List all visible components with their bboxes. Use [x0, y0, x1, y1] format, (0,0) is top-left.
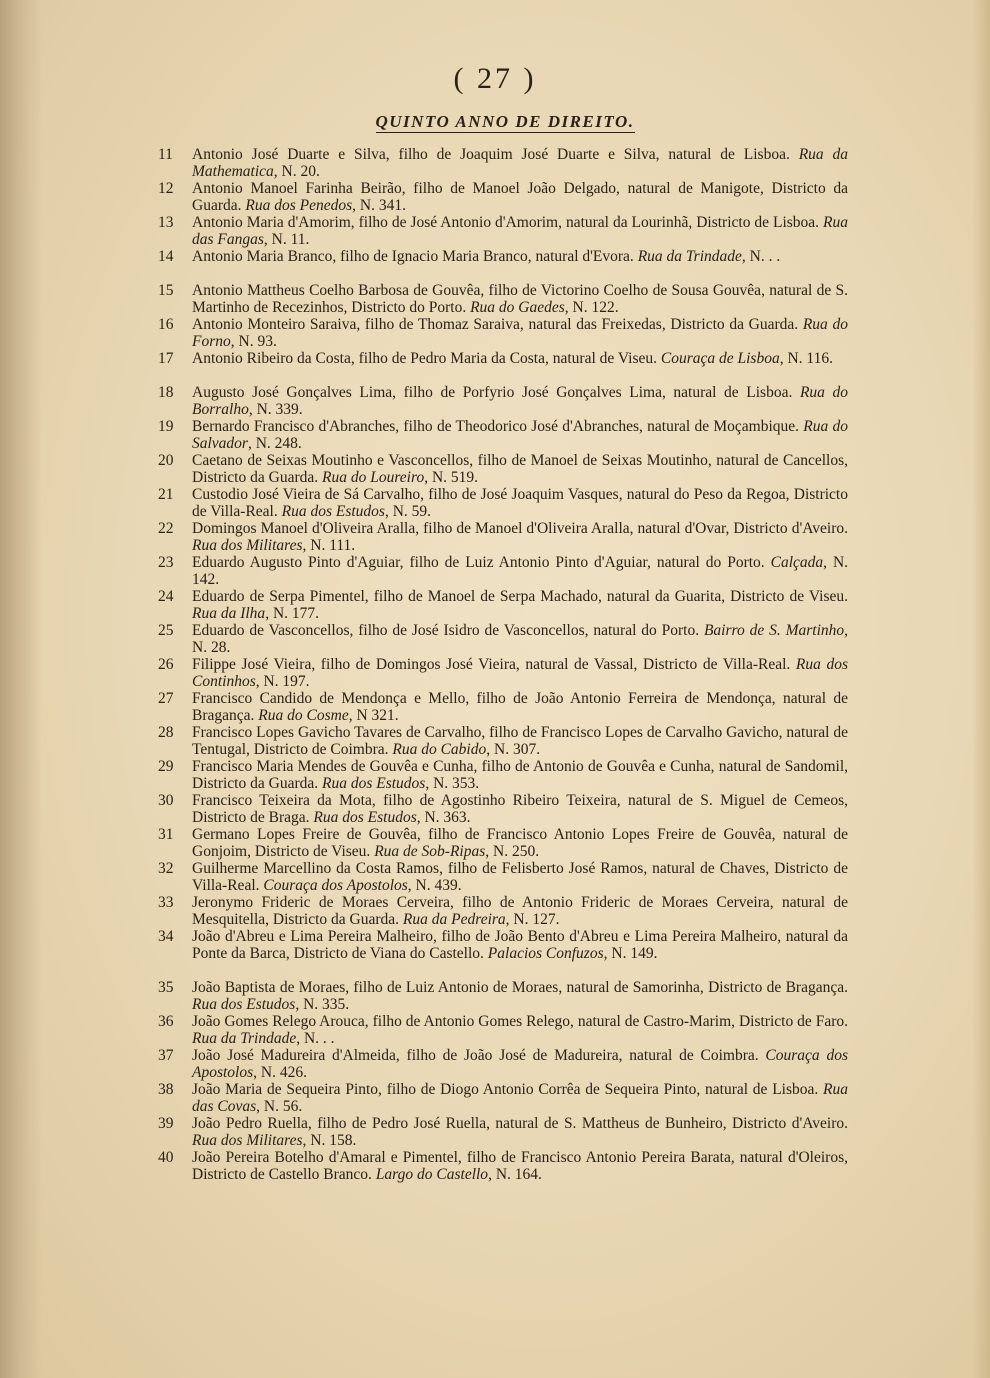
entry-street: Rua dos Estudos — [322, 775, 426, 792]
entry-number: 37 — [158, 1047, 174, 1064]
entry-number: 27 — [158, 690, 174, 707]
entry-street: Rua do Borralho — [192, 384, 848, 418]
list-item — [158, 520, 848, 554]
entry-text — [192, 724, 848, 758]
entry-text — [192, 928, 848, 962]
entry-text — [192, 792, 848, 826]
entry-street: Rua do Gaedes — [470, 299, 565, 316]
list-item — [158, 860, 848, 894]
entry-number: 21 — [158, 486, 174, 503]
entry-number: 22 — [158, 520, 174, 537]
entry-house-number: , N. 28. — [192, 622, 848, 656]
list-item — [158, 350, 848, 384]
entry-number: 28 — [158, 724, 174, 741]
entry-number: 25 — [158, 622, 174, 639]
entry-description: Francisco Lopes Gavicho Tavares de Carvalho, filho de Francisco Lopes de Carvalho Gavicho, natural de Tentugal, Districto de Coimbra. — [192, 724, 848, 758]
entry-description: João d'Abreu e Lima Pereira Malheiro, filho de João Bento d'Abreu e Lima Pereira Malheiro, natural da Ponte da Barca, Districto de Viana do Castello. — [192, 928, 848, 962]
entry-text — [192, 486, 848, 520]
entry-house-number: , N. 149. — [603, 945, 658, 962]
list-item — [158, 979, 848, 1013]
entry-street: Bairro de S. Martinho — [703, 622, 845, 639]
entry-description: Domingos Manoel d'Oliveira Aralla, filho de Manoel d'Oliveira Aralla, natural d'Ovar, Districto d'Aveiro. — [192, 520, 848, 537]
entry-number: 20 — [158, 452, 174, 469]
entry-number: 40 — [158, 1149, 174, 1166]
list-item — [158, 180, 848, 214]
entry-number: 29 — [158, 758, 174, 775]
entry-street: Rua dos Estudos — [281, 503, 385, 520]
student-list — [158, 146, 848, 1183]
entry-description: Antonio Manoel Farinha Beirão, filho de Manoel João Delgado, natural de Manigote, Districto da Guarda. — [192, 180, 848, 214]
entry-house-number: , N. 307. — [486, 741, 541, 758]
entry-number: 16 — [158, 316, 174, 333]
entry-street: Rua dos Militares — [192, 537, 303, 554]
entry-text — [192, 894, 848, 928]
list-item — [158, 1047, 848, 1081]
entry-street: Calçada — [770, 554, 824, 571]
entry-text — [192, 1149, 848, 1183]
entry-description: Custodio José Vieira de Sá Carvalho, filho de José Joaquim Vasques, natural do Peso da Regoa, Districto de Villa-Real. — [192, 486, 848, 520]
entry-house-number: , N. 93. — [230, 333, 277, 350]
entry-street: Couraça de Lisboa — [660, 350, 780, 367]
entry-street: Rua do Loureiro — [322, 469, 425, 486]
entry-text — [192, 1115, 848, 1149]
entry-street: Rua dos Penedos — [245, 197, 353, 214]
entry-house-number: , N. 439. — [407, 877, 462, 894]
entry-street: Rua da Trindade — [192, 1030, 297, 1047]
entry-text — [192, 180, 848, 214]
entry-text — [192, 588, 848, 622]
entry-description: Francisco Teixeira da Mota, filho de Agostinho Ribeiro Teixeira, natural de S. Miguel de Cemeos, Districto de Braga. — [192, 792, 848, 826]
entry-text — [192, 690, 848, 724]
entry-description: Eduardo Augusto Pinto d'Aguiar, filho de Luiz Antonio Pinto d'Aguiar, natural do Porto. — [192, 554, 765, 571]
entry-street: Rua da Trindade — [637, 248, 742, 265]
entry-number: 39 — [158, 1115, 174, 1132]
entry-description: Francisco Maria Mendes de Gouvêa e Cunha, filho de Antonio de Gouvêa e Cunha, natural de Sandomil, Districto da Guarda. — [192, 758, 848, 792]
entry-description: Filippe José Vieira, filho de Domingos José Vieira, natural de Vassal, Districto de Villa-Real. — [192, 656, 791, 673]
entry-number: 33 — [158, 894, 174, 911]
list-item — [158, 316, 848, 350]
list-item — [158, 928, 848, 979]
list-item — [158, 554, 848, 588]
entry-text — [192, 248, 848, 265]
entry-description: João Gomes Relego Arouca, filho de Antonio Gomes Relego, natural de Castro-Marim, Districto de Faro. — [192, 1013, 848, 1030]
list-item — [158, 588, 848, 622]
entry-street: Couraça dos Apostolos — [263, 877, 408, 894]
entry-description: João Pereira Botelho d'Amaral e Pimentel, filho de Francisco Antonio Pereira Barata, natural d'Oleiros, Districto de Castello Branco. — [192, 1149, 848, 1183]
entry-street: Rua das Fangas — [192, 214, 848, 248]
entry-house-number: , N. 197. — [255, 673, 310, 690]
entry-street: Rua da Ilha — [192, 605, 266, 622]
entry-house-number: , N. 59. — [384, 503, 432, 520]
entry-text — [192, 1047, 848, 1081]
entry-house-number: , N. 116. — [779, 350, 833, 367]
entry-house-number: , N. 341. — [352, 197, 406, 214]
entry-house-number: , N. 122. — [564, 299, 619, 316]
entry-house-number: , N. 20. — [273, 163, 320, 180]
entry-house-number: , N. 158. — [302, 1132, 357, 1149]
entry-street: Palacios Confuzos — [487, 945, 604, 962]
entry-street: Rua do Cabido — [392, 741, 487, 758]
entry-text — [192, 1081, 848, 1115]
list-item — [158, 418, 848, 452]
entry-text — [192, 282, 848, 316]
entry-street: Rua do Salvador — [192, 418, 848, 452]
entry-description: Antonio Maria d'Amorim, filho de José Antonio d'Amorim, natural da Lourinhã, Districto de Lisboa. — [192, 214, 820, 231]
entry-street: Rua dos Militares — [192, 1132, 303, 1149]
list-item — [158, 1115, 848, 1149]
entry-house-number: , N. 363. — [416, 809, 471, 826]
entry-description: Antonio Maria Branco, filho de Ignacio Maria Branco, natural d'Evora. — [192, 248, 634, 265]
list-item — [158, 146, 848, 180]
entry-house-number: , N. . . — [741, 248, 781, 265]
entry-text — [192, 384, 848, 418]
entry-description: Eduardo de Serpa Pimentel, filho de Manoel de Serpa Machado, natural da Guarita, Districto de Viseu. — [192, 588, 848, 605]
entry-number: 14 — [158, 248, 174, 265]
entry-description: Eduardo de Vasconcellos, filho de José Isidro de Vasconcellos, natural do Porto. — [192, 622, 700, 639]
entry-number: 19 — [158, 418, 174, 435]
entry-house-number: , N. 335. — [295, 996, 350, 1013]
entry-house-number: , N. 142. — [192, 554, 848, 588]
page-edge — [972, 0, 990, 1378]
entry-description: Francisco Candido de Mendonça e Mello, filho de João Antonio Ferreira de Mendonça, natural de Bragança. — [192, 690, 848, 724]
entry-text — [192, 622, 848, 656]
list-item — [158, 1149, 848, 1183]
entry-description: Germano Lopes Freire de Gouvêa, filho de Francisco Antonio Lopes Freire de Gouvêa, natural de Gonjoim, Districto de Viseu. — [192, 826, 848, 860]
entry-house-number: , N. 250. — [485, 843, 540, 860]
binding-gutter — [0, 0, 42, 1378]
entry-house-number: , N 321. — [348, 707, 399, 724]
entry-number: 26 — [158, 656, 174, 673]
entry-street: Rua do Cosme — [258, 707, 349, 724]
entry-house-number: , N. . . — [296, 1030, 335, 1047]
entry-description: Jeronymo Frideric de Moraes Cerveira, filho de Antonio Frideric de Moraes Cerveira, natural de Mesquitella, Districto da Guarda. — [192, 894, 848, 928]
entry-street: Largo do Castello — [375, 1166, 489, 1183]
entry-description: Antonio Mattheus Coelho Barbosa de Gouvêa, filho de Victorino Coelho de Sousa Gouvêa, natural de S. Martinho de Recezinhos, Districto do Porto. — [192, 282, 848, 316]
list-item — [158, 792, 848, 826]
entry-description: Antonio José Duarte e Silva, filho de Joaquim José Duarte e Silva, natural de Lisboa. — [192, 146, 790, 163]
list-item — [158, 214, 848, 248]
entry-text — [192, 350, 848, 367]
entry-description: João Pedro Ruella, filho de Pedro José Ruella, natural de S. Mattheus de Bunheiro, Districto d'Aveiro. — [192, 1115, 848, 1132]
entry-description: Antonio Ribeiro da Costa, filho de Pedro Maria da Costa, natural de Viseu. — [192, 350, 657, 367]
entry-number: 13 — [158, 214, 174, 231]
entry-number: 36 — [158, 1013, 174, 1030]
entry-house-number: , N. 339. — [248, 401, 303, 418]
entry-text — [192, 316, 848, 350]
entry-text — [192, 860, 848, 894]
entry-street: Rua dos Estudos — [192, 996, 296, 1013]
entry-description: Antonio Monteiro Saraiva, filho de Thomaz Saraiva, natural das Freixedas, Districto da Guarda. — [192, 316, 799, 333]
entry-number: 35 — [158, 979, 174, 996]
entry-text — [192, 826, 848, 860]
entry-number: 31 — [158, 826, 174, 843]
entry-house-number: , N. 426. — [253, 1064, 307, 1081]
section-title — [0, 112, 990, 132]
entry-house-number: , N. 127. — [505, 911, 560, 928]
entry-description: Augusto José Gonçalves Lima, filho de Porfyrio José Gonçalves Lima, natural de Lisboa. — [192, 384, 793, 401]
entry-house-number: , N. 164. — [488, 1166, 542, 1183]
list-item — [158, 384, 848, 418]
list-item — [158, 690, 848, 724]
entry-house-number: , N. 111. — [302, 537, 356, 554]
entry-description: João Maria de Sequeira Pinto, filho de Diogo Antonio Corrêa de Sequeira Pinto, natural de Lisboa. — [192, 1081, 819, 1098]
entry-house-number: , N. 353. — [425, 775, 480, 792]
entry-text — [192, 146, 848, 180]
entry-street: Rua dos Continhos — [192, 656, 848, 690]
entry-number: 18 — [158, 384, 174, 401]
section-title-text: QUINTO ANNO DE DIREITO. — [375, 112, 635, 131]
entry-text — [192, 520, 848, 554]
entry-text — [192, 758, 848, 792]
entry-street: Rua da Pedreira — [402, 911, 506, 928]
entry-text — [192, 1013, 848, 1047]
entry-house-number: , N. 248. — [247, 435, 302, 452]
list-item — [158, 282, 848, 316]
entry-text — [192, 979, 848, 1013]
entry-house-number: , N. 177. — [265, 605, 320, 622]
entry-number: 12 — [158, 180, 174, 197]
entry-street: Rua dos Estudos — [313, 809, 417, 826]
list-item — [158, 1081, 848, 1115]
entry-text — [192, 452, 848, 486]
list-item — [158, 248, 848, 282]
entry-description: Caetano de Seixas Moutinho e Vasconcellos, filho de Manoel de Seixas Moutinho, natural de Cancellos, Districto da Guarda. — [192, 452, 848, 486]
entry-street: Rua das Covas — [192, 1081, 848, 1115]
entry-description: João Baptista de Moraes, filho de Luiz Antonio de Moraes, natural de Samorinha, Districto de Bragança. — [192, 979, 848, 996]
entry-street: Rua de Sob-Ripas — [374, 843, 486, 860]
entry-text — [192, 214, 848, 248]
entry-number: 24 — [158, 588, 174, 605]
list-item — [158, 486, 848, 520]
entry-house-number: , N. 56. — [256, 1098, 303, 1115]
list-item — [158, 622, 848, 656]
entry-number: 38 — [158, 1081, 174, 1098]
list-item — [158, 1013, 848, 1047]
entry-number: 30 — [158, 792, 174, 809]
entry-house-number: , N. 519. — [424, 469, 479, 486]
entry-description: Guilherme Marcellino da Costa Ramos, filho de Felisberto José Ramos, natural de Chaves, Districto de Villa-Real. — [192, 860, 848, 894]
entry-house-number: , N. 11. — [263, 231, 310, 248]
page-number: ( 27 ) — [453, 62, 537, 95]
entry-text — [192, 656, 848, 690]
entry-number: 17 — [158, 350, 174, 367]
entry-description: Bernardo Francisco d'Abranches, filho de Theodorico José d'Abranches, natural de Moçambique. — [192, 418, 800, 435]
list-item — [158, 826, 848, 860]
list-item — [158, 724, 848, 758]
list-item — [158, 758, 848, 792]
entry-number: 32 — [158, 860, 174, 877]
entry-street: Couraça dos Apostolos — [192, 1047, 848, 1081]
entry-street: Rua da Mathematica — [192, 146, 848, 180]
entry-description: João José Madureira d'Almeida, filho de João José de Madureira, natural de Coimbra. — [192, 1047, 759, 1064]
list-item — [158, 656, 848, 690]
entry-text — [192, 418, 848, 452]
list-item — [158, 894, 848, 928]
entry-number: 23 — [158, 554, 174, 571]
entry-text — [192, 554, 848, 588]
entry-street: Rua do Forno — [192, 316, 848, 350]
list-item — [158, 452, 848, 486]
entry-number: 15 — [158, 282, 174, 299]
entry-number: 34 — [158, 928, 174, 945]
entry-number: 11 — [158, 146, 173, 163]
